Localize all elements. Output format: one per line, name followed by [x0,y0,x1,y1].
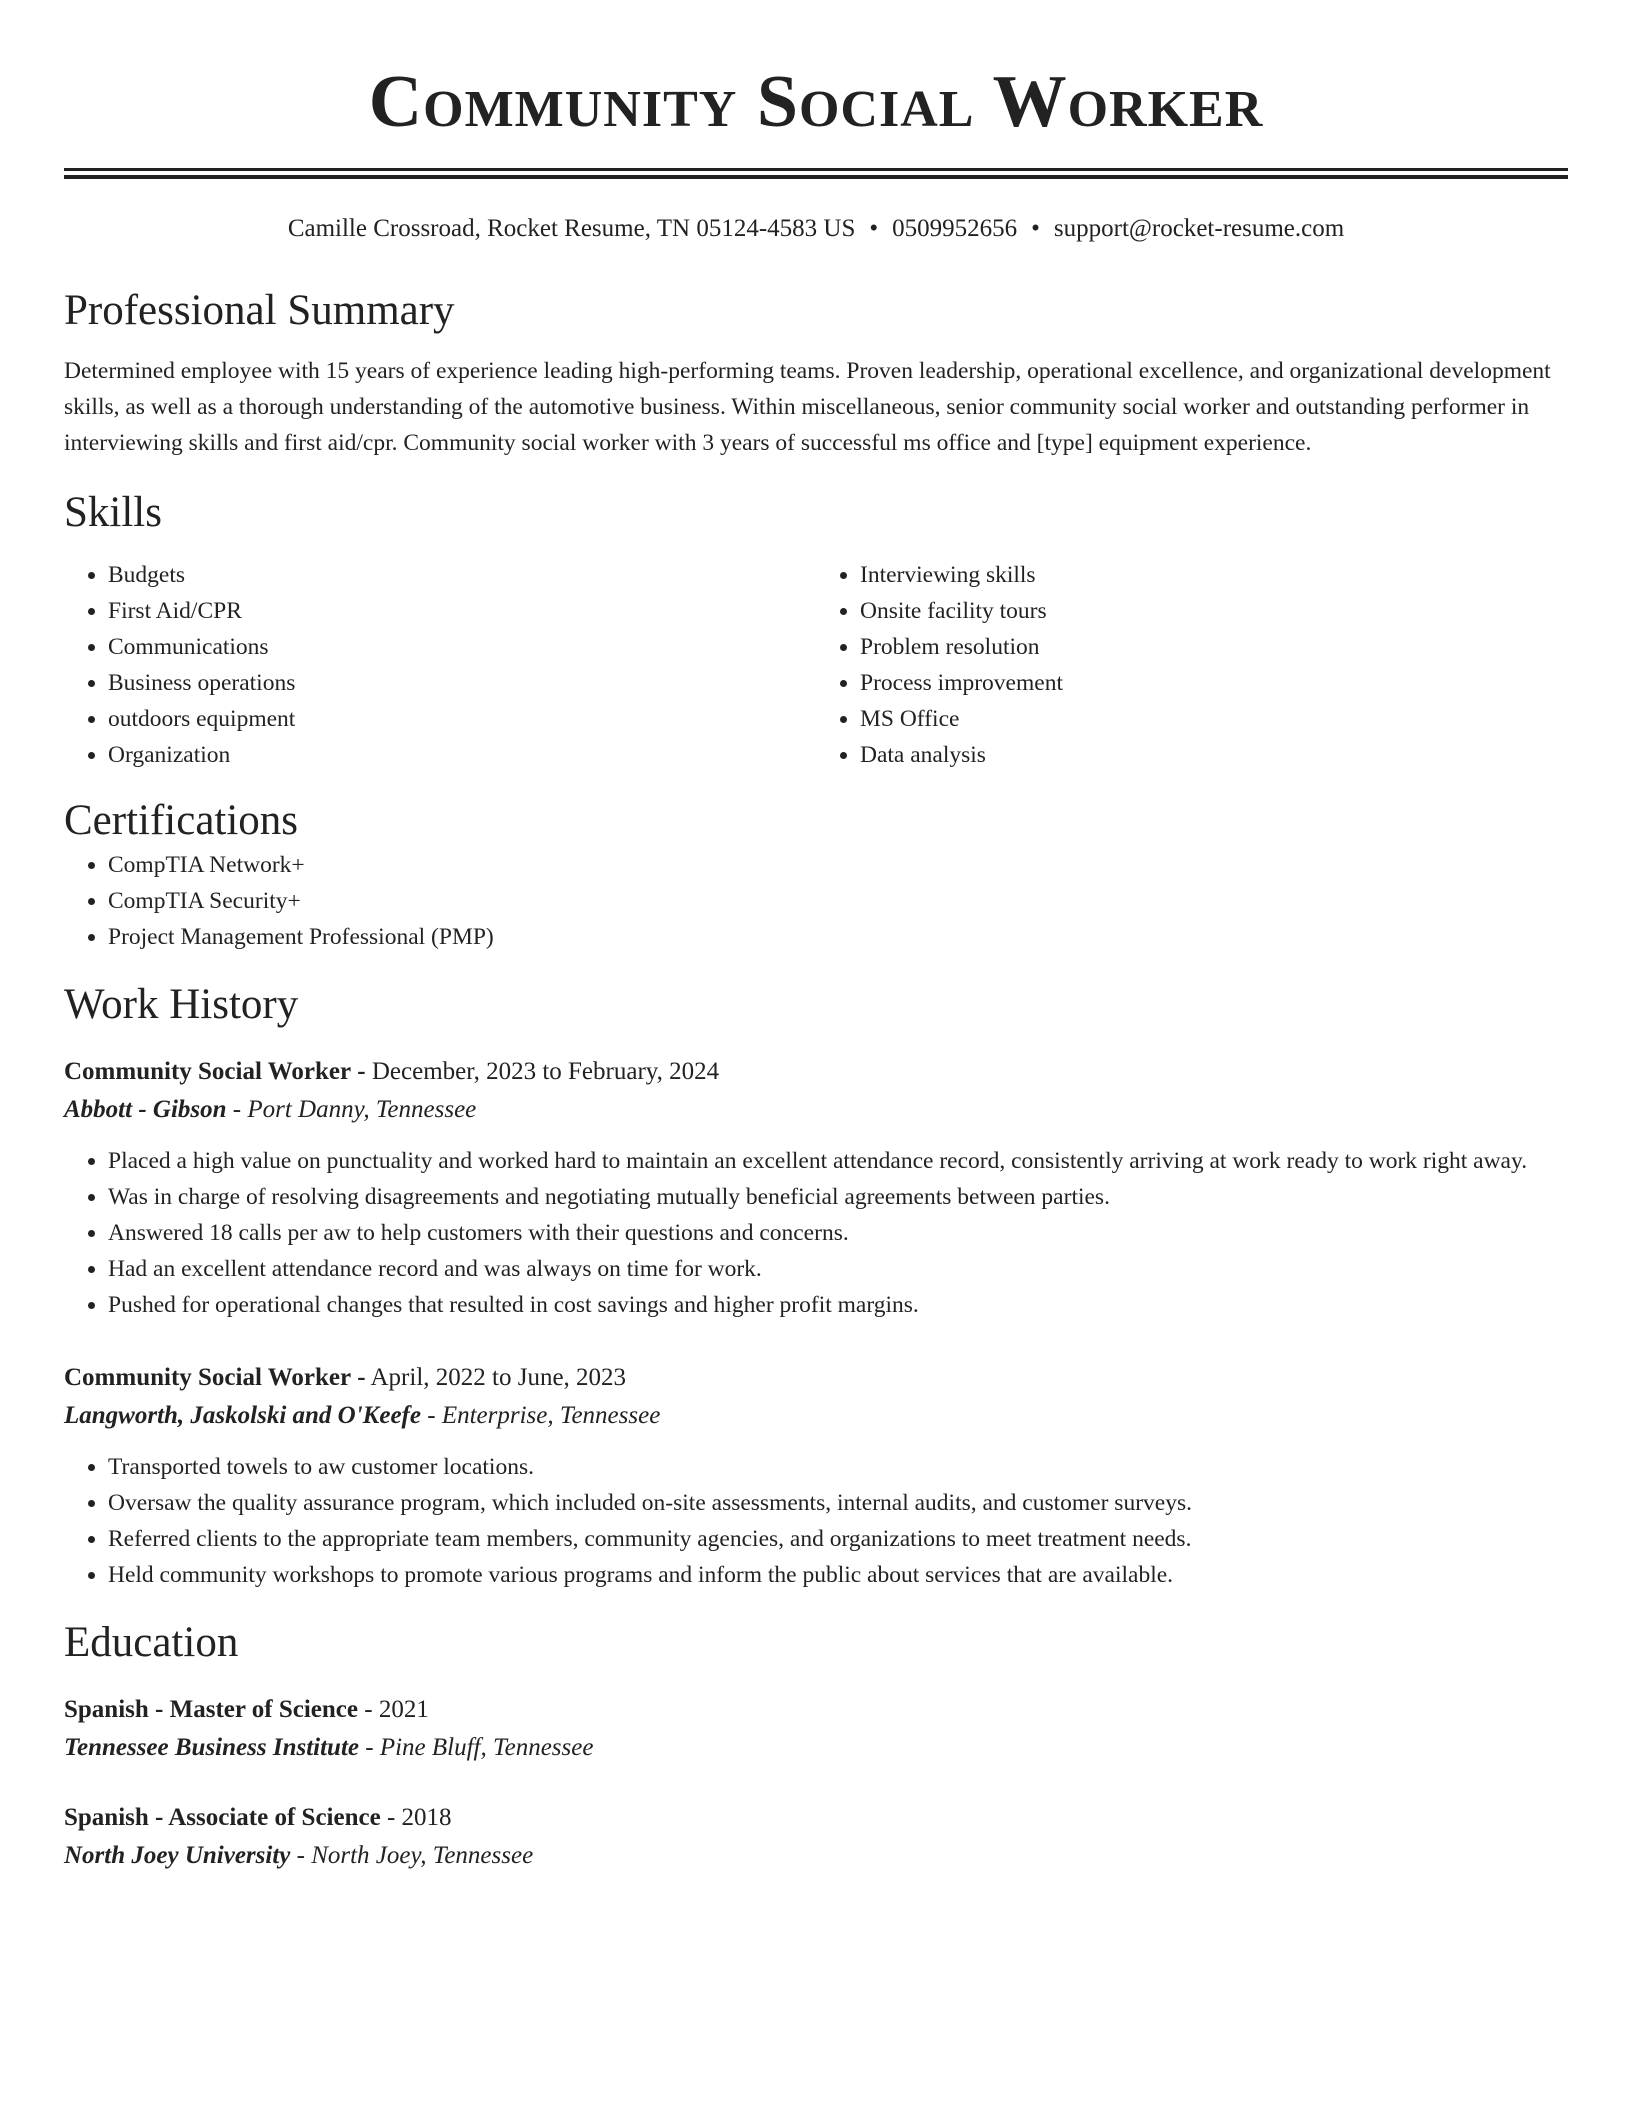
school-line: North Joey University - North Joey, Tennessee [64,1842,534,1869]
skill-item: • outdoors equipment [108,701,816,737]
job-duty: • Had an excellent attendance record and was always on time for work. [108,1251,1568,1287]
job-duty: • Answered 18 calls per aw to help customers with their questions and concerns. [108,1215,1568,1251]
skill-item: • Interviewing skills [860,557,1568,593]
resume-title: Community Social Worker [368,61,1264,143]
job-duty: • Pushed for operational changes that resulted in cost savings and higher profit margins. [108,1287,1568,1323]
job-duty: • Oversaw the quality assurance program, which included on-site assessments, internal audits, and customer surveys. [108,1485,1568,1521]
skill-item: • Data analysis [860,737,1568,773]
job-company-line: Abbott - Gibson - Port Danny, Tennessee [64,1096,477,1123]
contact-address: Camille Crossroad, Rocket Resume, TN 05124-4583 US [287,215,856,242]
skill-item: • Budgets [108,557,816,593]
job-location: Enterprise, Tennessee [441,1402,661,1429]
contact-separator: • [1031,215,1040,242]
job-duties [64,1449,1568,1593]
job-location: Port Danny, Tennessee [247,1096,477,1123]
skill-item: • Organization [108,737,816,773]
degree-name: Spanish - Master of Science [64,1696,358,1723]
job-duty: • Transported towels to aw customer locations. [108,1449,1568,1485]
skills-column-right [816,557,1568,773]
skills-list [64,557,1568,773]
education-entry [64,1799,1568,1875]
job-entry [64,1053,1568,1323]
degree-year: 2021 [378,1696,429,1723]
school-location: Pine Bluff, Tennessee [379,1734,594,1761]
contact-phone: 0509952656 [892,215,1018,242]
job-dates: December, 2023 to February, 2024 [371,1058,720,1085]
job-title: Community Social Worker [64,1058,352,1085]
degree-name: Spanish - Associate of Science [64,1804,381,1831]
education-heading: Education [64,1619,239,1666]
job-duties [64,1143,1568,1323]
job-title-line: Community Social Worker - April, 2022 to June, 2023 [64,1364,627,1391]
certification-item: • CompTIA Network+ [108,847,1568,883]
certifications-heading: Certifications [64,797,299,844]
skill-item: • Problem resolution [860,629,1568,665]
job-entry [64,1359,1568,1593]
degree-line: Spanish - Master of Science - 2021 [64,1696,429,1723]
contact-separator: • [869,215,879,242]
education-entry [64,1691,1568,1767]
school-name: North Joey University [64,1842,291,1869]
job-duty: • Placed a high value on punctuality and worked hard to maintain an excellent attendance record, consistently arriving at work ready to work right away. [108,1143,1568,1179]
skill-item: • Business operations [108,665,816,701]
school-name: Tennessee Business Institute [64,1734,359,1761]
skill-item: • First Aid/CPR [108,593,816,629]
job-duty: • Held community workshops to promote various programs and inform the public about services that are available. [108,1557,1568,1593]
certifications-list [64,847,1568,955]
contact-email: support@rocket-resume.com [1053,215,1345,242]
job-duty: • Referred clients to the appropriate team members, community agencies, and organizations to meet treatment needs. [108,1521,1568,1557]
skill-item: • MS Office [860,701,1568,737]
skill-item: • Onsite facility tours [860,593,1568,629]
contact-line [64,213,1568,245]
skill-item: • Communications [108,629,816,665]
summary-text: Determined employee with 15 years of experience leading high-performing teams. Proven leadership, operational excellence, and organizational development skills, as well as a thorough understanding of the automotive business. Within miscellaneous, senior community social worker and outstanding performer in interviewing skills and first aid/cpr. Community social worker with 3 years of successful ms office and [type] equipment experience. [64,358,1551,456]
school-line: Tennessee Business Institute - Pine Bluff, Tennessee [64,1734,594,1761]
skill-item: • Process improvement [860,665,1568,701]
work-history-heading: Work History [64,981,299,1028]
certification-item: • CompTIA Security+ [108,883,1568,919]
job-duty: • Was in charge of resolving disagreements and negotiating mutually beneficial agreements between parties. [108,1179,1568,1215]
degree-line: Spanish - Associate of Science - 2018 [64,1804,452,1831]
certification-item: • Project Management Professional (PMP) [108,919,1568,955]
school-location: North Joey, Tennessee [311,1842,534,1869]
summary-heading: Professional Summary [64,287,455,334]
job-company-line: Langworth, Jaskolski and O'Keefe - Enterprise, Tennessee [64,1402,661,1429]
job-title-line: Community Social Worker - December, 2023 to February, 2024 [64,1058,720,1085]
degree-year: 2018 [401,1804,452,1831]
job-company: Langworth, Jaskolski and O'Keefe [64,1402,421,1429]
job-company: Abbott - Gibson [64,1096,227,1123]
job-title: Community Social Worker [64,1364,352,1391]
job-dates: April, 2022 to June, 2023 [370,1364,627,1391]
title-divider [64,168,1568,179]
skills-heading: Skills [64,489,162,536]
skills-column-left [64,557,816,773]
